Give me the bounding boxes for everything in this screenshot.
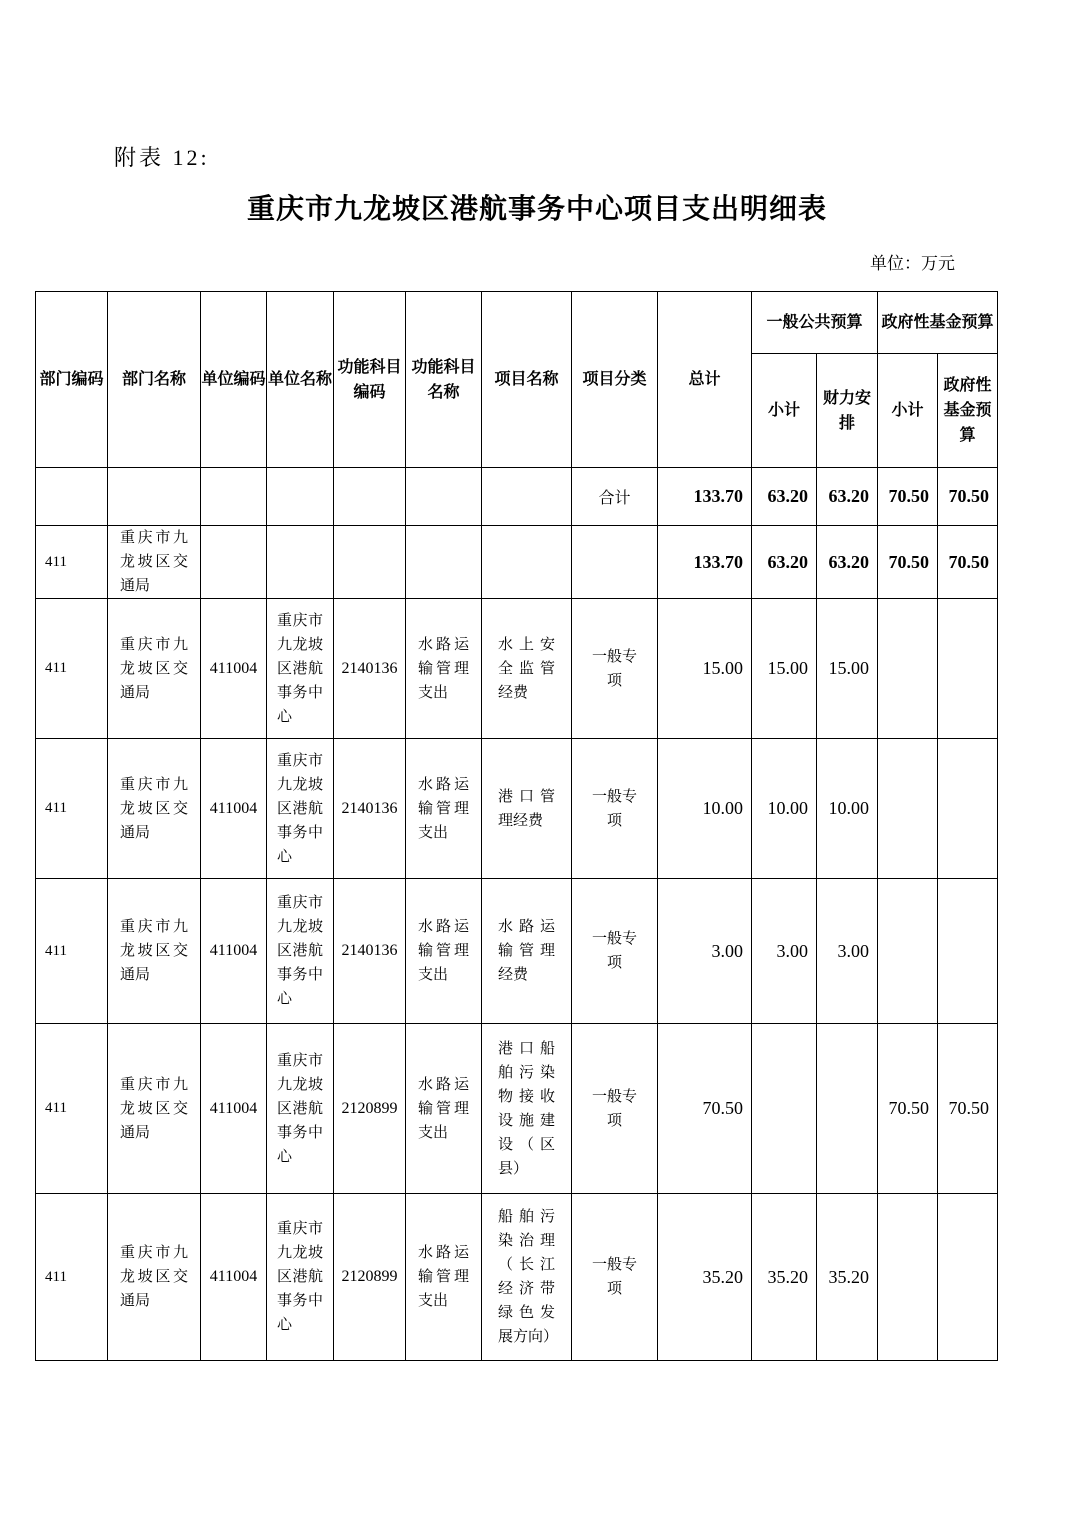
cell-dept-code: 411 — [36, 526, 108, 599]
cell-gf-budget — [938, 1194, 998, 1361]
table-row-project — [36, 739, 998, 879]
cell-dept-name: 重庆市九龙坡区交通局 — [108, 879, 201, 1024]
table-row-department-total — [36, 526, 998, 599]
table-row-project — [36, 1194, 998, 1361]
cell-func-name: 水路运输管理支出 — [406, 1194, 482, 1361]
cell-gf-budget: 70.50 — [938, 468, 998, 526]
cell-project-class: 一般专项 — [572, 1194, 658, 1361]
cell-unit-name — [267, 526, 334, 599]
cell-project-name: 水上安全监管经费 — [482, 599, 572, 739]
cell-project-class: 合计 — [572, 468, 658, 526]
cell-dept-name: 重庆市九龙坡区交通局 — [108, 739, 201, 879]
header-row-groups — [36, 292, 998, 354]
cell-unit-name: 重庆市九龙坡区港航事务中心 — [267, 739, 334, 879]
cell-dept-name: 重庆市九龙坡区交通局 — [108, 526, 201, 599]
cell-func-name — [406, 468, 482, 526]
cell-func-code: 2120899 — [334, 1194, 406, 1361]
cell-dept-code: 411 — [36, 1194, 108, 1361]
table-header — [36, 292, 998, 468]
cell-unit-code: 411004 — [201, 879, 267, 1024]
cell-func-name — [406, 526, 482, 599]
cell-func-code: 2120899 — [334, 1024, 406, 1194]
cell-gp-fiscal: 3.00 — [817, 879, 878, 1024]
cell-project-class: 一般专项 — [572, 879, 658, 1024]
cell-gp-fiscal: 35.20 — [817, 1194, 878, 1361]
cell-project-name — [482, 526, 572, 599]
cell-dept-code: 411 — [36, 739, 108, 879]
table-body — [36, 468, 998, 1361]
cell-unit-code: 411004 — [201, 599, 267, 739]
cell-gf-subtotal — [878, 879, 938, 1024]
cell-gf-budget: 70.50 — [938, 526, 998, 599]
header-project-class: 项目分类 — [572, 292, 658, 468]
cell-func-code: 2140136 — [334, 599, 406, 739]
cell-gp-subtotal: 63.20 — [752, 468, 817, 526]
cell-project-class: 一般专项 — [572, 599, 658, 739]
cell-gp-subtotal: 10.00 — [752, 739, 817, 879]
cell-total: 15.00 — [658, 599, 752, 739]
header-total: 总计 — [658, 292, 752, 468]
cell-total: 133.70 — [658, 468, 752, 526]
cell-dept-code: 411 — [36, 1024, 108, 1194]
cell-unit-code: 411004 — [201, 1024, 267, 1194]
cell-func-name: 水路运输管理支出 — [406, 879, 482, 1024]
header-gp-subtotal: 小计 — [752, 354, 817, 468]
cell-gp-subtotal — [752, 1024, 817, 1194]
header-gf-budget: 政府性基金预算 — [938, 354, 998, 468]
page-title: 重庆市九龙坡区港航事务中心项目支出明细表 — [246, 193, 827, 224]
cell-gf-subtotal: 70.50 — [878, 526, 938, 599]
cell-dept-name: 重庆市九龙坡区交通局 — [108, 599, 201, 739]
cell-total: 35.20 — [658, 1194, 752, 1361]
header-group-gov-fund-budget: 政府性基金预算 — [878, 292, 998, 354]
table-row-project — [36, 879, 998, 1024]
cell-gp-subtotal: 35.20 — [752, 1194, 817, 1361]
cell-gp-fiscal: 63.20 — [817, 468, 878, 526]
cell-dept-code — [36, 468, 108, 526]
cell-gp-subtotal: 3.00 — [752, 879, 817, 1024]
cell-unit-name: 重庆市九龙坡区港航事务中心 — [267, 1024, 334, 1194]
table-row-project — [36, 1024, 998, 1194]
cell-gp-subtotal: 63.20 — [752, 526, 817, 599]
cell-project-name: 水路运输管理经费 — [482, 879, 572, 1024]
cell-unit-name: 重庆市九龙坡区港航事务中心 — [267, 599, 334, 739]
cell-project-name: 港口管理经费 — [482, 739, 572, 879]
cell-project-class — [572, 526, 658, 599]
cell-func-name: 水路运输管理支出 — [406, 739, 482, 879]
header-dept-code: 部门编码 — [36, 292, 108, 468]
cell-project-name: 船舶污染治理（长江经济带绿色发展方向） — [482, 1194, 572, 1361]
cell-unit-code — [201, 526, 267, 599]
cell-project-name: 港口船舶污染物接收设施建设（区县） — [482, 1024, 572, 1194]
cell-gf-subtotal: 70.50 — [878, 1024, 938, 1194]
cell-gp-subtotal: 15.00 — [752, 599, 817, 739]
cell-gf-budget — [938, 879, 998, 1024]
table-row-project — [36, 599, 998, 739]
header-unit-name: 单位名称 — [267, 292, 334, 468]
cell-unit-code: 411004 — [201, 1194, 267, 1361]
header-func-code: 功能科目编码 — [334, 292, 406, 468]
cell-gp-fiscal: 15.00 — [817, 599, 878, 739]
cell-gf-subtotal: 70.50 — [878, 468, 938, 526]
cell-gf-budget — [938, 739, 998, 879]
cell-project-class: 一般专项 — [572, 1024, 658, 1194]
cell-func-code — [334, 526, 406, 599]
header-project-name: 项目名称 — [482, 292, 572, 468]
cell-total: 133.70 — [658, 526, 752, 599]
cell-unit-name: 重庆市九龙坡区港航事务中心 — [267, 1194, 334, 1361]
header-group-general-public-budget: 一般公共预算 — [752, 292, 878, 354]
cell-gf-subtotal — [878, 1194, 938, 1361]
header-unit-code: 单位编码 — [201, 292, 267, 468]
cell-project-class: 一般专项 — [572, 739, 658, 879]
cell-gf-subtotal — [878, 739, 938, 879]
cell-dept-code: 411 — [36, 879, 108, 1024]
header-dept-name: 部门名称 — [108, 292, 201, 468]
cell-unit-code — [201, 468, 267, 526]
cell-total: 3.00 — [658, 879, 752, 1024]
cell-func-code — [334, 468, 406, 526]
budget-table — [35, 291, 998, 1361]
cell-dept-name — [108, 468, 201, 526]
cell-unit-name: 重庆市九龙坡区港航事务中心 — [267, 879, 334, 1024]
cell-gf-budget — [938, 599, 998, 739]
cell-unit-name — [267, 468, 334, 526]
header-gp-fiscal: 财力安排 — [817, 354, 878, 468]
cell-func-name: 水路运输管理支出 — [406, 1024, 482, 1194]
header-func-name: 功能科目名称 — [406, 292, 482, 468]
attachment-label: 附表 12: — [114, 145, 210, 170]
cell-gf-budget: 70.50 — [938, 1024, 998, 1194]
cell-project-name — [482, 468, 572, 526]
cell-dept-name: 重庆市九龙坡区交通局 — [108, 1194, 201, 1361]
cell-dept-code: 411 — [36, 599, 108, 739]
cell-total: 70.50 — [658, 1024, 752, 1194]
cell-gf-subtotal — [878, 599, 938, 739]
cell-func-name: 水路运输管理支出 — [406, 599, 482, 739]
header-gf-subtotal: 小计 — [878, 354, 938, 468]
cell-gp-fiscal: 10.00 — [817, 739, 878, 879]
cell-unit-code: 411004 — [201, 739, 267, 879]
cell-dept-name: 重庆市九龙坡区交通局 — [108, 1024, 201, 1194]
cell-func-code: 2140136 — [334, 739, 406, 879]
cell-total: 10.00 — [658, 739, 752, 879]
cell-gp-fiscal — [817, 1024, 878, 1194]
cell-gp-fiscal: 63.20 — [817, 526, 878, 599]
unit-note: 单位：万元 — [870, 254, 955, 273]
cell-func-code: 2140136 — [334, 879, 406, 1024]
table-row-grand-total — [36, 468, 998, 526]
